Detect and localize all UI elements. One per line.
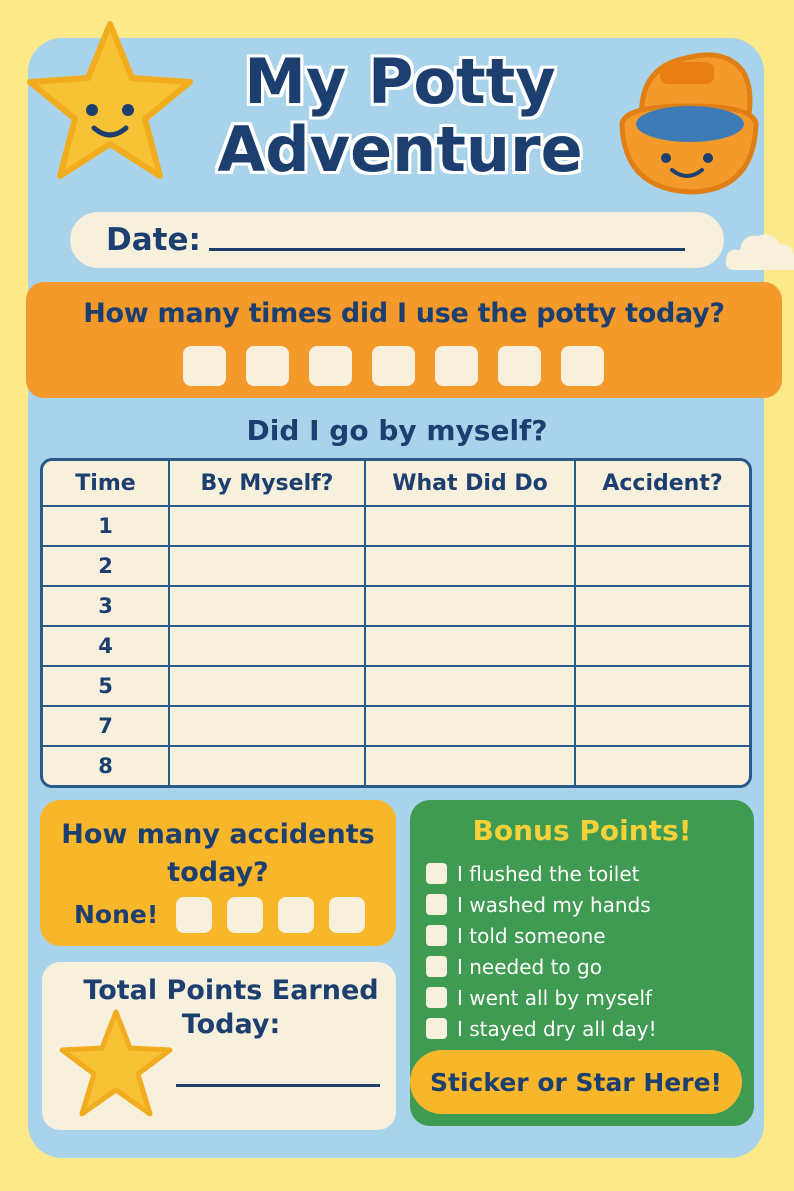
table-cell[interactable] (365, 666, 575, 706)
table-cell[interactable] (169, 506, 365, 546)
table-row (43, 626, 749, 666)
accidents-section (40, 800, 396, 946)
table-cell[interactable] (365, 546, 575, 586)
total-points-line[interactable] (176, 1084, 380, 1087)
accident-count-box[interactable] (278, 897, 314, 933)
potty-count-box[interactable] (246, 346, 289, 386)
myself-question: Did I go by myself? (246, 414, 548, 447)
star-icon (58, 1008, 174, 1120)
bonus-checkbox[interactable] (426, 863, 447, 884)
table-cell[interactable] (365, 586, 575, 626)
bonus-checkbox[interactable] (426, 925, 447, 946)
bonus-item-label: I needed to go (457, 954, 602, 979)
table-cell[interactable] (575, 586, 749, 626)
table-row (43, 666, 749, 706)
bonus-item-label: I washed my hands (457, 892, 651, 917)
bonus-item[interactable] (426, 1013, 657, 1044)
table-cell[interactable] (169, 546, 365, 586)
table-cell[interactable] (575, 666, 749, 706)
column-header-accident: Accident? (575, 461, 749, 506)
table-row (43, 706, 749, 746)
column-header-what-did-do: What Did Do (365, 461, 575, 506)
row-number: 1 (43, 506, 169, 546)
potty-count-box[interactable] (183, 346, 226, 386)
bonus-checkbox[interactable] (426, 1018, 447, 1039)
bonus-item[interactable] (426, 889, 657, 920)
total-points-label: Total Points Earned Today: (83, 975, 379, 1040)
row-number: 4 (43, 626, 169, 666)
cloud-icon (724, 226, 794, 276)
table-cell[interactable] (365, 626, 575, 666)
table-row (43, 506, 749, 546)
bonus-item[interactable] (426, 951, 657, 982)
table-cell[interactable] (169, 586, 365, 626)
potty-count-box[interactable] (561, 346, 604, 386)
bonus-checkbox[interactable] (426, 987, 447, 1008)
row-number: 7 (43, 706, 169, 746)
potty-count-box[interactable] (372, 346, 415, 386)
table-cell[interactable] (575, 546, 749, 586)
page-title: My Potty Adventure (217, 45, 583, 186)
accident-count-box[interactable] (227, 897, 263, 933)
bonus-item-label: I stayed dry all day! (457, 1016, 657, 1041)
table-cell[interactable] (365, 746, 575, 785)
potty-count-box[interactable] (435, 346, 478, 386)
potty-count-box[interactable] (309, 346, 352, 386)
date-field[interactable] (70, 212, 724, 268)
table-row (43, 546, 749, 586)
row-number: 3 (43, 586, 169, 626)
table-cell[interactable] (575, 626, 749, 666)
potty-count-section (26, 282, 782, 398)
table-cell[interactable] (169, 746, 365, 785)
row-number: 5 (43, 666, 169, 706)
row-number: 2 (43, 546, 169, 586)
potty-count-box[interactable] (498, 346, 541, 386)
total-points-section (42, 962, 396, 1130)
date-label: Date: (106, 222, 201, 258)
bonus-item[interactable] (426, 858, 657, 889)
row-number: 8 (43, 746, 169, 785)
bonus-checkbox[interactable] (426, 956, 447, 977)
bonus-list (426, 858, 657, 1044)
column-header-by-myself: By Myself? (169, 461, 365, 506)
accident-count-box[interactable] (176, 897, 212, 933)
bonus-item[interactable] (426, 920, 657, 951)
table-row (43, 746, 749, 785)
sticker-area[interactable]: Sticker or Star Here! (410, 1050, 742, 1114)
bonus-checkbox[interactable] (426, 894, 447, 915)
table-cell[interactable] (169, 666, 365, 706)
accident-count-box[interactable] (329, 897, 365, 933)
table-cell[interactable] (169, 626, 365, 666)
potty-count-boxes (183, 346, 604, 386)
bonus-item-label: I flushed the toilet (457, 861, 640, 886)
bonus-item[interactable] (426, 982, 657, 1013)
none-label: None! (74, 900, 159, 929)
potty-question: How many times did I use the potty today? (83, 298, 725, 329)
table-cell[interactable] (365, 706, 575, 746)
table-cell[interactable] (575, 506, 749, 546)
accident-count-boxes (176, 897, 365, 933)
table-cell[interactable] (169, 706, 365, 746)
table-row (43, 586, 749, 626)
column-header-time: Time (43, 461, 169, 506)
table-cell[interactable] (575, 746, 749, 785)
potty-log-table (40, 458, 752, 788)
bonus-item-label: I told someone (457, 923, 606, 948)
table-header-row (43, 461, 749, 506)
bonus-title: Bonus Points! (472, 814, 692, 847)
date-line[interactable] (209, 248, 685, 251)
table-cell[interactable] (575, 706, 749, 746)
table-cell[interactable] (365, 506, 575, 546)
accidents-question: How many accidents today? (61, 819, 375, 888)
bonus-item-label: I went all by myself (457, 985, 653, 1010)
